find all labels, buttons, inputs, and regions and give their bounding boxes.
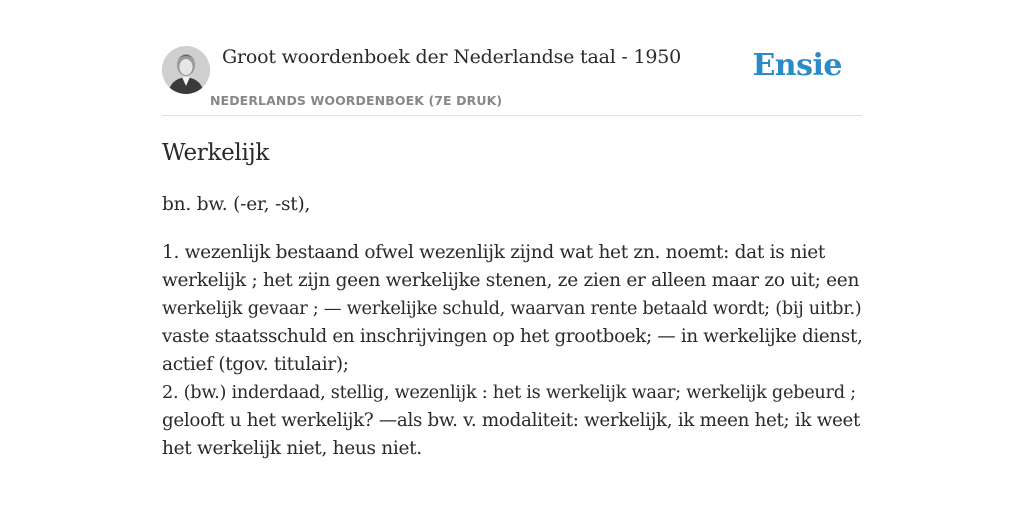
source-avatar[interactable] [162,46,210,94]
definition-line: actief (tgov. titulair); [162,354,349,375]
definition-line: het werkelijk niet, heus niet. [162,438,422,459]
source-subtitle[interactable]: NEDERLANDS WOORDENBOEK (7E DRUK) [210,93,503,108]
entry-grammar: bn. bw. (-er, -st), [162,194,311,215]
brand-logo[interactable]: Ensie [752,48,842,83]
source-title[interactable]: Groot woordenboek der Nederlandse taal - 1950 [222,46,682,68]
definition-line: werkelijk ; het zijn geen werkelijke stenen, ze zien er alleen maar zo uit; een [162,270,860,291]
definition-line: vaste staatsschuld en inschrijvingen op het grootboek; — in werkelijke dienst, [162,326,863,347]
entry-title: Werkelijk [162,140,269,166]
definition-line: 2. (bw.) inderdaad, stellig, wezenlijk : het is werkelijk waar; werkelijk gebeurd ; [162,383,856,403]
definition-line: gelooft u het werkelijk? —als bw. v. modaliteit: werkelijk, ik meen het; ik weet [162,410,861,431]
definition-line: 1. wezenlijk bestaand ofwel wezenlijk zijnd wat het zn. noemt: dat is niet [162,242,826,263]
definition-line: werkelijk gevaar ; — werkelijke schuld, waarvan rente betaald wordt; (bij uitbr.) [162,299,862,319]
source-header [162,44,862,116]
portrait-avatar-icon [162,46,210,94]
entry-definition [162,239,862,463]
